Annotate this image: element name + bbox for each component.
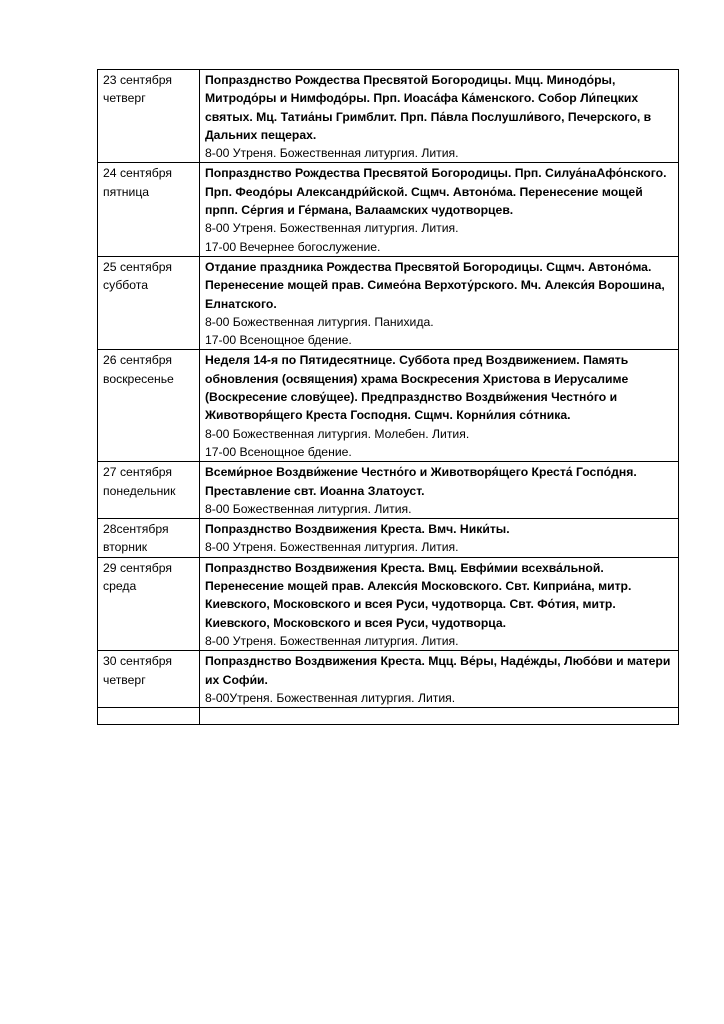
feast-text: Попразднство Воздвижения Креста. Вмч. Ники́ты.	[205, 522, 510, 537]
table-row	[98, 519, 679, 558]
service-text: 17-00 Всенощное бдение.	[205, 444, 352, 459]
date-cell	[98, 163, 200, 256]
weekday-text: понедельник	[103, 483, 176, 498]
table-row	[98, 651, 679, 708]
feast-text: Неделя 14-я по Пятидесятнице. Суббота пред Воздвижением. Память обновления (освящения) храма Воскресения Христова в Иерусалиме (Воскресение слову́щее). Предпразднство Воздви́жения Честно́го и Животворя́щего Креста Господня. Сщмч. Корни́лия со́тника.	[205, 353, 629, 423]
service-text: 8-00 Утреня. Божественная литургия. Лития.	[205, 633, 459, 648]
service-text: 8-00 Божественная литургия. Молебен. Лития.	[205, 426, 470, 441]
date-text: 24 сентября	[103, 166, 172, 181]
weekday-text: четверг	[103, 91, 146, 106]
empty-table-row	[98, 708, 679, 725]
weekday-text: среда	[103, 579, 137, 594]
table-row	[98, 70, 679, 163]
table-row	[98, 350, 679, 462]
description-cell	[200, 651, 679, 708]
date-text: 28сентября	[103, 522, 169, 537]
feast-text: Попразднство Воздвижения Креста. Мцц. Ве́ры, Наде́жды, Любо́ви и матери их Софи́и.	[205, 654, 671, 687]
feast-text: Отдание праздника Рождества Пресвятой Богородицы. Сщмч. Автоно́ма. Перенесение мощей прав. Симео́на Верхоту́рского. Мч. Алекси́я Ворошина, Елнатского.	[205, 259, 665, 311]
date-cell	[98, 462, 200, 519]
date-cell	[98, 651, 200, 708]
table-row	[98, 163, 679, 256]
date-cell	[98, 256, 200, 349]
date-cell	[98, 350, 200, 462]
service-text: 8-00 Утреня. Божественная литургия. Лития.	[205, 146, 459, 161]
feast-text: Всеми́рное Воздви́жение Честно́го и Животворя́щего Креста́ Госпо́дня. Преставление свт. Иоанна Златоуст.	[205, 465, 637, 498]
empty-description-cell	[200, 708, 679, 725]
date-text: 30 сентября	[103, 654, 172, 669]
feast-text: Попразднство Воздвижения Креста. Вмц. Евфи́мии всехва́льной. Перенесение мощей прав. Алекси́я Московского. Свт. Киприа́на, митр. Киевского, Московского и всея Руси, чудотворца. Свт. Фо́тия, митр. Киевского, Московского и всея Руси, чудотворца.	[205, 560, 632, 630]
service-text: 8-00 Утреня. Божественная литургия. Лития.	[205, 221, 459, 236]
date-cell	[98, 70, 200, 163]
weekday-text: четверг	[103, 672, 146, 687]
date-cell	[98, 519, 200, 558]
description-cell	[200, 70, 679, 163]
description-cell	[200, 350, 679, 462]
feast-text: Попразднство Рождества Пресвятой Богородицы. Мцц. Минодо́ры, Митродо́ры и Нимфодо́ры. Прп. Иоаса́фа Ка́менского. Собор Ли́пецких святых. Мц. Татиа́ны Гримблит. Прп. Па́вла Послушли́вого, Печерского, в Дальних пещерах.	[205, 73, 652, 142]
date-cell	[98, 557, 200, 650]
service-text: 8-00 Божественная литургия. Панихида.	[205, 314, 434, 329]
weekday-text: вторник	[103, 540, 148, 555]
weekday-text: пятница	[103, 184, 150, 199]
table-row	[98, 557, 679, 650]
schedule-table	[97, 69, 679, 725]
table-row	[98, 256, 679, 349]
date-text: 29 сентября	[103, 560, 172, 575]
feast-text: Попразднство Рождества Пресвятой Богородицы. Прп. Силуа́наАфо́нского. Прп. Феодо́ры Александри́йской. Сщмч. Автоно́ма. Перенесение мощей прпп. Се́ргия и Ге́рмана, Валаамских чудотворцев.	[205, 166, 667, 218]
empty-date-cell	[98, 708, 200, 725]
service-text: 17-00 Всенощное бдение.	[205, 333, 352, 348]
description-cell	[200, 163, 679, 256]
date-text: 23 сентября	[103, 73, 172, 87]
service-text: 8-00Утреня. Божественная литургия. Лития.	[205, 690, 456, 705]
date-text: 27 сентября	[103, 465, 172, 480]
table-row	[98, 462, 679, 519]
date-text: 25 сентября	[103, 259, 172, 274]
weekday-text: суббота	[103, 278, 149, 293]
description-cell	[200, 462, 679, 519]
service-text: 17-00 Вечернее богослужение.	[205, 239, 381, 254]
description-cell	[200, 256, 679, 349]
service-text: 8-00 Божественная литургия. Лития.	[205, 501, 412, 516]
document-page	[97, 69, 679, 725]
description-cell	[200, 557, 679, 650]
date-text: 26 сентября	[103, 353, 172, 368]
description-cell	[200, 519, 679, 558]
service-text: 8-00 Утреня. Божественная литургия. Лития.	[205, 540, 459, 555]
weekday-text: воскресенье	[103, 371, 174, 386]
